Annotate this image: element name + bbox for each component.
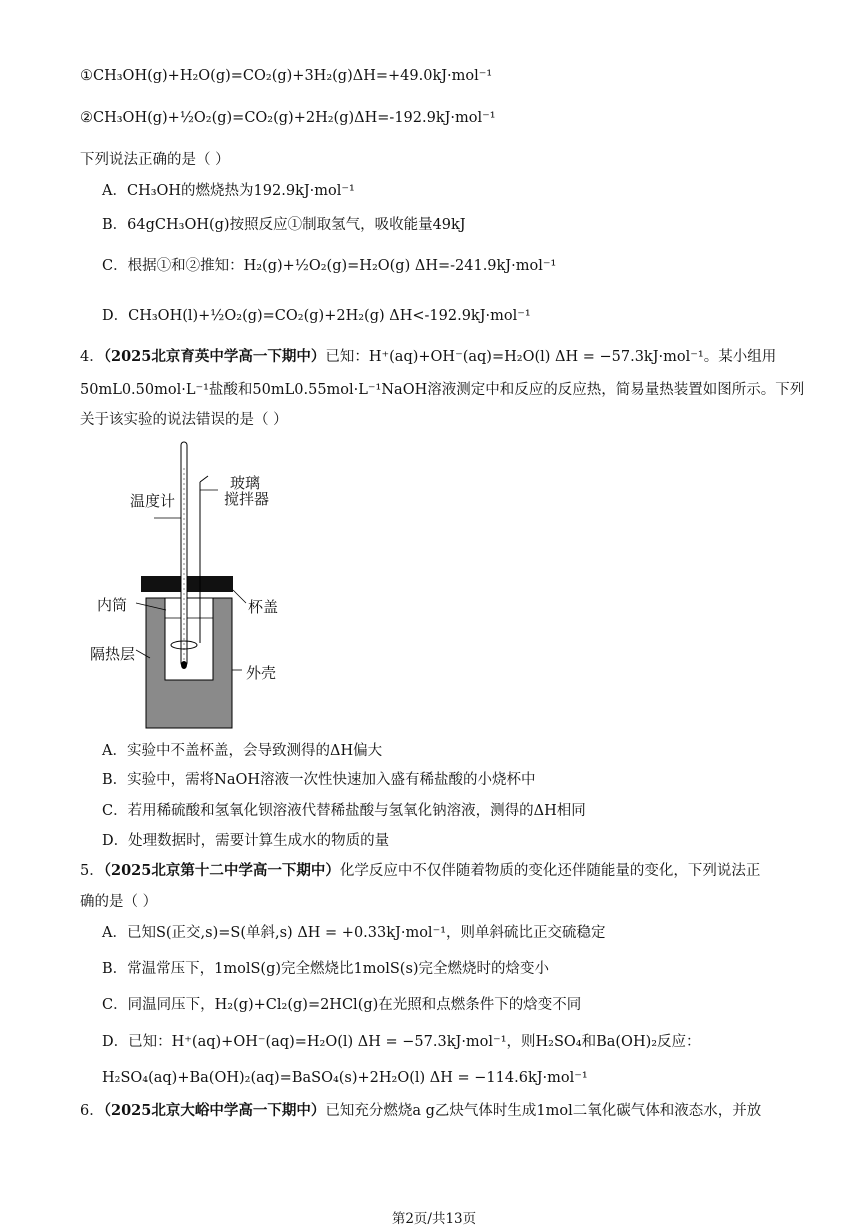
q6-source: （2025北京大峪中学高一下期中）: [103, 1102, 326, 1119]
q6-header: [80, 1101, 761, 1121]
label-shell: 外壳: [246, 664, 277, 682]
q4-option-c: C．若用稀硫酸和氢氧化钡溶液代替稀盐酸与氢氧化钠溶液，测得的ΔH相同: [102, 803, 586, 819]
q3-option-b: B．64gCH₃OH(g)按照反应①制取氢气，吸收能量49kJ: [102, 217, 466, 233]
q4-text-1: 已知：H⁺(aq)+OH⁻(aq)=H₂O(l) ΔH = −57.3kJ·mol⁻¹。某小组用: [325, 349, 777, 365]
q5-option-d-equation: H₂SO₄(aq)+Ba(OH)₂(aq)=BaSO₄(s)+2H₂O(l) ΔH = −114.6kJ·mol⁻¹: [102, 1070, 588, 1086]
q4-text-3: 关于该实验的说法错误的是（ ）: [80, 412, 288, 428]
q5-option-d: D．已知：H⁺(aq)+OH⁻(aq)=H₂O(l) ΔH = −57.3kJ·mol⁻¹，则H₂SO₄和Ba(OH)₂反应：: [102, 1034, 701, 1050]
q3-stem: 下列说法正确的是（ ）: [80, 152, 230, 168]
q3-option-c: C．根据①和②推知：H₂(g)+½O₂(g)=H₂O(g) ΔH=-241.9kJ·mol⁻¹: [102, 258, 557, 274]
q5-option-a: A．已知S(正交,s)=S(单斜,s) ΔH = +0.33kJ·mol⁻¹，则单斜硫比正交硫稳定: [102, 925, 606, 941]
q3-option-a: A．CH₃OH的燃烧热为192.9kJ·mol⁻¹: [102, 183, 355, 199]
stirrer-handle: [200, 476, 208, 482]
label-stirrer-1: 玻璃: [230, 474, 261, 492]
calorimeter-diagram: [90, 438, 310, 730]
inner-cup: [165, 598, 213, 680]
q4-option-a: A．实验中不盖杯盖，会导致测得的ΔH偏大: [102, 743, 383, 759]
q4-text-2: 50mL0.50mol·L⁻¹盐酸和50mL0.55mol·L⁻¹NaOH溶液测定中和反应的反应热，简易量热装置如图所示。下列: [80, 382, 805, 398]
label-thermometer: 温度计: [130, 492, 176, 510]
q4-header: [80, 347, 776, 367]
label-lid: 杯盖: [248, 598, 279, 616]
q5-header: [80, 861, 760, 881]
q4-number: 4．: [80, 349, 104, 365]
q5-option-b: B．常温常压下，1molS(g)完全燃烧比1molS(s)完全燃烧时的焓变小: [102, 961, 550, 977]
calorimeter-figure: [90, 438, 310, 730]
equation-2: ②CH₃OH(g)+½O₂(g)=CO₂(g)+2H₂(g)ΔH=-192.9kJ·mol⁻¹: [80, 110, 496, 126]
q4-source: （2025北京育英中学高一下期中）: [103, 348, 326, 365]
thermometer-bulb: [181, 661, 187, 669]
q4-option-d: D．处理数据时，需要计算生成水的物质的量: [102, 833, 390, 849]
equation-1: ①CH₃OH(g)+H₂O(g)=CO₂(g)+3H₂(g)ΔH=+49.0kJ·mol⁻¹: [80, 68, 493, 84]
q3-option-d: D．CH₃OH(l)+½O₂(g)=CO₂(g)+2H₂(g) ΔH<-192.9kJ·mol⁻¹: [102, 308, 531, 324]
q6-number: 6．: [80, 1103, 104, 1119]
q5-text-2: 确的是（ ）: [80, 894, 158, 910]
page-footer: 第2页/共13页: [391, 1211, 477, 1227]
q5-source: （2025北京第十二中学高一下期中）: [103, 862, 340, 879]
label-inner: 内筒: [97, 596, 128, 614]
q6-text-1: 已知充分燃烧a g乙炔气体时生成1mol二氧化碳气体和液态水，并放: [325, 1103, 762, 1119]
q4-option-b: B．实验中，需将NaOH溶液一次性快速加入盛有稀盐酸的小烧杯中: [102, 772, 536, 788]
q5-text-1: 化学反应中不仅伴随着物质的变化还伴随能量的变化，下列说法正: [339, 863, 761, 879]
label-insulation: 隔热层: [90, 645, 136, 663]
q5-number: 5．: [80, 863, 104, 879]
label-stirrer-2: 搅拌器: [224, 490, 270, 508]
leader-lid: [233, 590, 246, 603]
q5-option-c: C．同温同压下，H₂(g)+Cl₂(g)=2HCl(g)在光照和点燃条件下的焓变不同: [102, 997, 582, 1013]
